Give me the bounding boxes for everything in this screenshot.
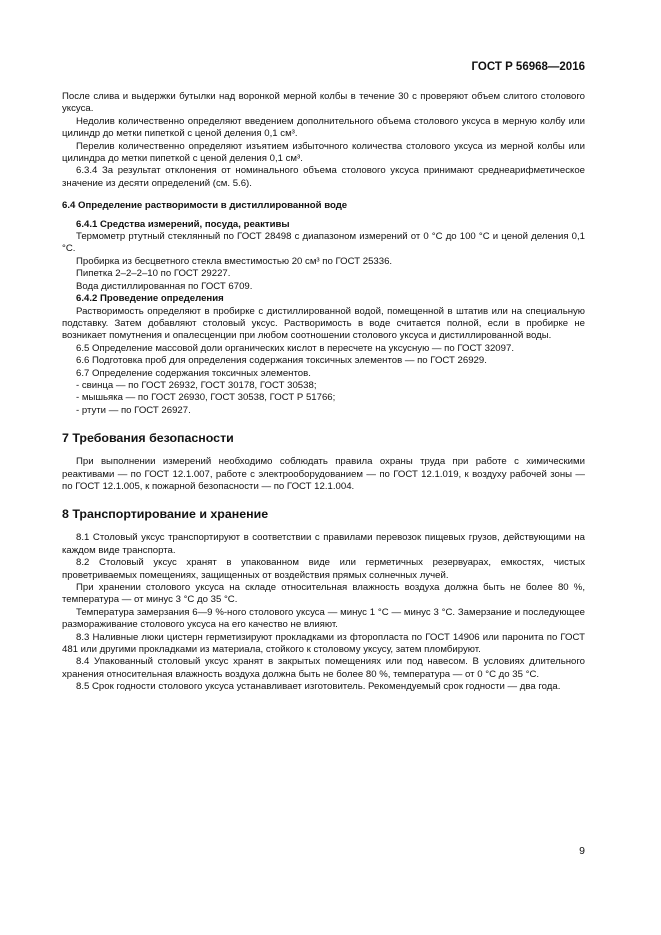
section-heading-8: 8 Транспортирование и хранение [62, 507, 269, 522]
paragraph: Перелив количественно определяют изъятием избыточного количества столового уксуса из мерной колбы или цилиндра до метки пипеткой с ценой деления 0,1 см³. [62, 140, 585, 165]
paragraph: Пипетка 2–2–2–10 по ГОСТ 29227. [76, 268, 231, 280]
document-code: ГОСТ Р 56968—2016 [471, 61, 585, 73]
list-item: - мышьяка — по ГОСТ 26930, ГОСТ 30538, ГОСТ Р 51766; [76, 392, 336, 404]
page-number: 9 [579, 845, 585, 857]
paragraph: Пробирка из бесцветного стекла вместимостью 20 см³ по ГОСТ 25336. [76, 255, 393, 267]
subsection-heading-6-4-2: 6.4.2 Проведение определения [76, 293, 224, 305]
paragraph: 8.4 Упакованный столовый уксус хранят в закрытых помещениях или под навесом. В условиях длительного хранения относительная влажность воздуха должна быть не более 80 %, температура — от 0 °С до 35 °С. [62, 656, 585, 680]
paragraph: После слива и выдержки бутылки над воронкой мерной колбы в течение 30 с проверяют объем слитого столового уксуса. [62, 91, 585, 115]
paragraph: При хранении столового уксуса на складе относительная влажность воздуха должна быть не более 80 %, температура — от минус 3 °С до 35 °С. [62, 582, 585, 606]
paragraph: Вода дистиллированная по ГОСТ 6709. [76, 280, 253, 292]
document-body [62, 91, 585, 694]
section-heading-6-4: 6.4 Определение растворимости в дистиллированной воде [62, 200, 348, 212]
list-item: - свинца — по ГОСТ 26932, ГОСТ 30178, ГОСТ 30538; [76, 379, 317, 391]
paragraph: При выполнении измерений необходимо соблюдать правила охраны труда при работе с химическими реактивами — по ГОСТ 12.1.007, работе с электрооборудованием — по ГОСТ 12.1.019, к воздуху рабочей зоны — по ГОСТ 12.1.005, к пожарной безопасности — по ГОСТ 12.1.004. [62, 456, 585, 492]
paragraph: 6.3.4 За результат отклонения от номинального объема столового уксуса принимают среднеарифметическое значение из десяти определений (см. 5.6). [62, 165, 585, 189]
paragraph: 8.5 Срок годности столового уксуса устанавливает изготовитель. Рекомендуемый срок годности — два года. [76, 681, 561, 693]
paragraph: Недолив количественно определяют введением дополнительного объема столового уксуса в мерную колбу или цилиндр до метки пипеткой с ценой деления 0,1 см³. [62, 115, 585, 140]
paragraph: 8.1 Столовый уксус транспортируют в соответствии с правилами перевозок пищевых грузов, действующими на каждом виде транспорта. [62, 532, 585, 556]
paragraph: Термометр ртутный стеклянный по ГОСТ 28498 с диапазоном измерений от 0 °С до 100 °С и ценой деления 0,1 °С. [62, 231, 585, 255]
paragraph: 6.6 Подготовка проб для определения содержания токсичных элементов — по ГОСТ 26929. [76, 355, 487, 367]
paragraph: 8.2 Столовый уксус хранят в упакованном виде или герметичных резервуарах, емкостях, чистых проветриваемых помещениях, защищенных от воздействия прямых солнечных лучей. [62, 557, 585, 581]
section-heading-7: 7 Требования безопасности [62, 431, 234, 446]
subsection-heading-6-4-1: 6.4.1 Средства измерений, посуда, реактивы [76, 218, 290, 230]
paragraph: Температура замерзания 6—9 %-ного столового уксуса — минус 1 °С — минус 3 °С. Замерзание и последующее размораживание столового уксуса на его качество не влияют. [62, 606, 585, 631]
paragraph: 6.5 Определение массовой доли органических кислот в пересчете на уксусную — по ГОСТ 32097. [76, 342, 514, 354]
paragraph: Растворимость определяют в пробирке с дистиллированной водой, помещенной в штатив или на специальную подставку. Затем добавляют столовый уксус. Растворимость в воде считается полной, если в пробирке не возникает помутнения и опалесценции при любом соотношении столового уксуса и дистиллированной воды. [62, 305, 585, 342]
paragraph: 6.7 Определение содержания токсичных элементов. [76, 367, 311, 379]
list-item: - ртути — по ГОСТ 26927. [76, 404, 191, 416]
paragraph: 8.3 Наливные люки цистерн герметизируют прокладками из фторопласта по ГОСТ 14906 или паронита по ГОСТ 481 или другими прокладками из материала, стойкого к столовому уксусу, затем пломбируют. [62, 631, 585, 656]
